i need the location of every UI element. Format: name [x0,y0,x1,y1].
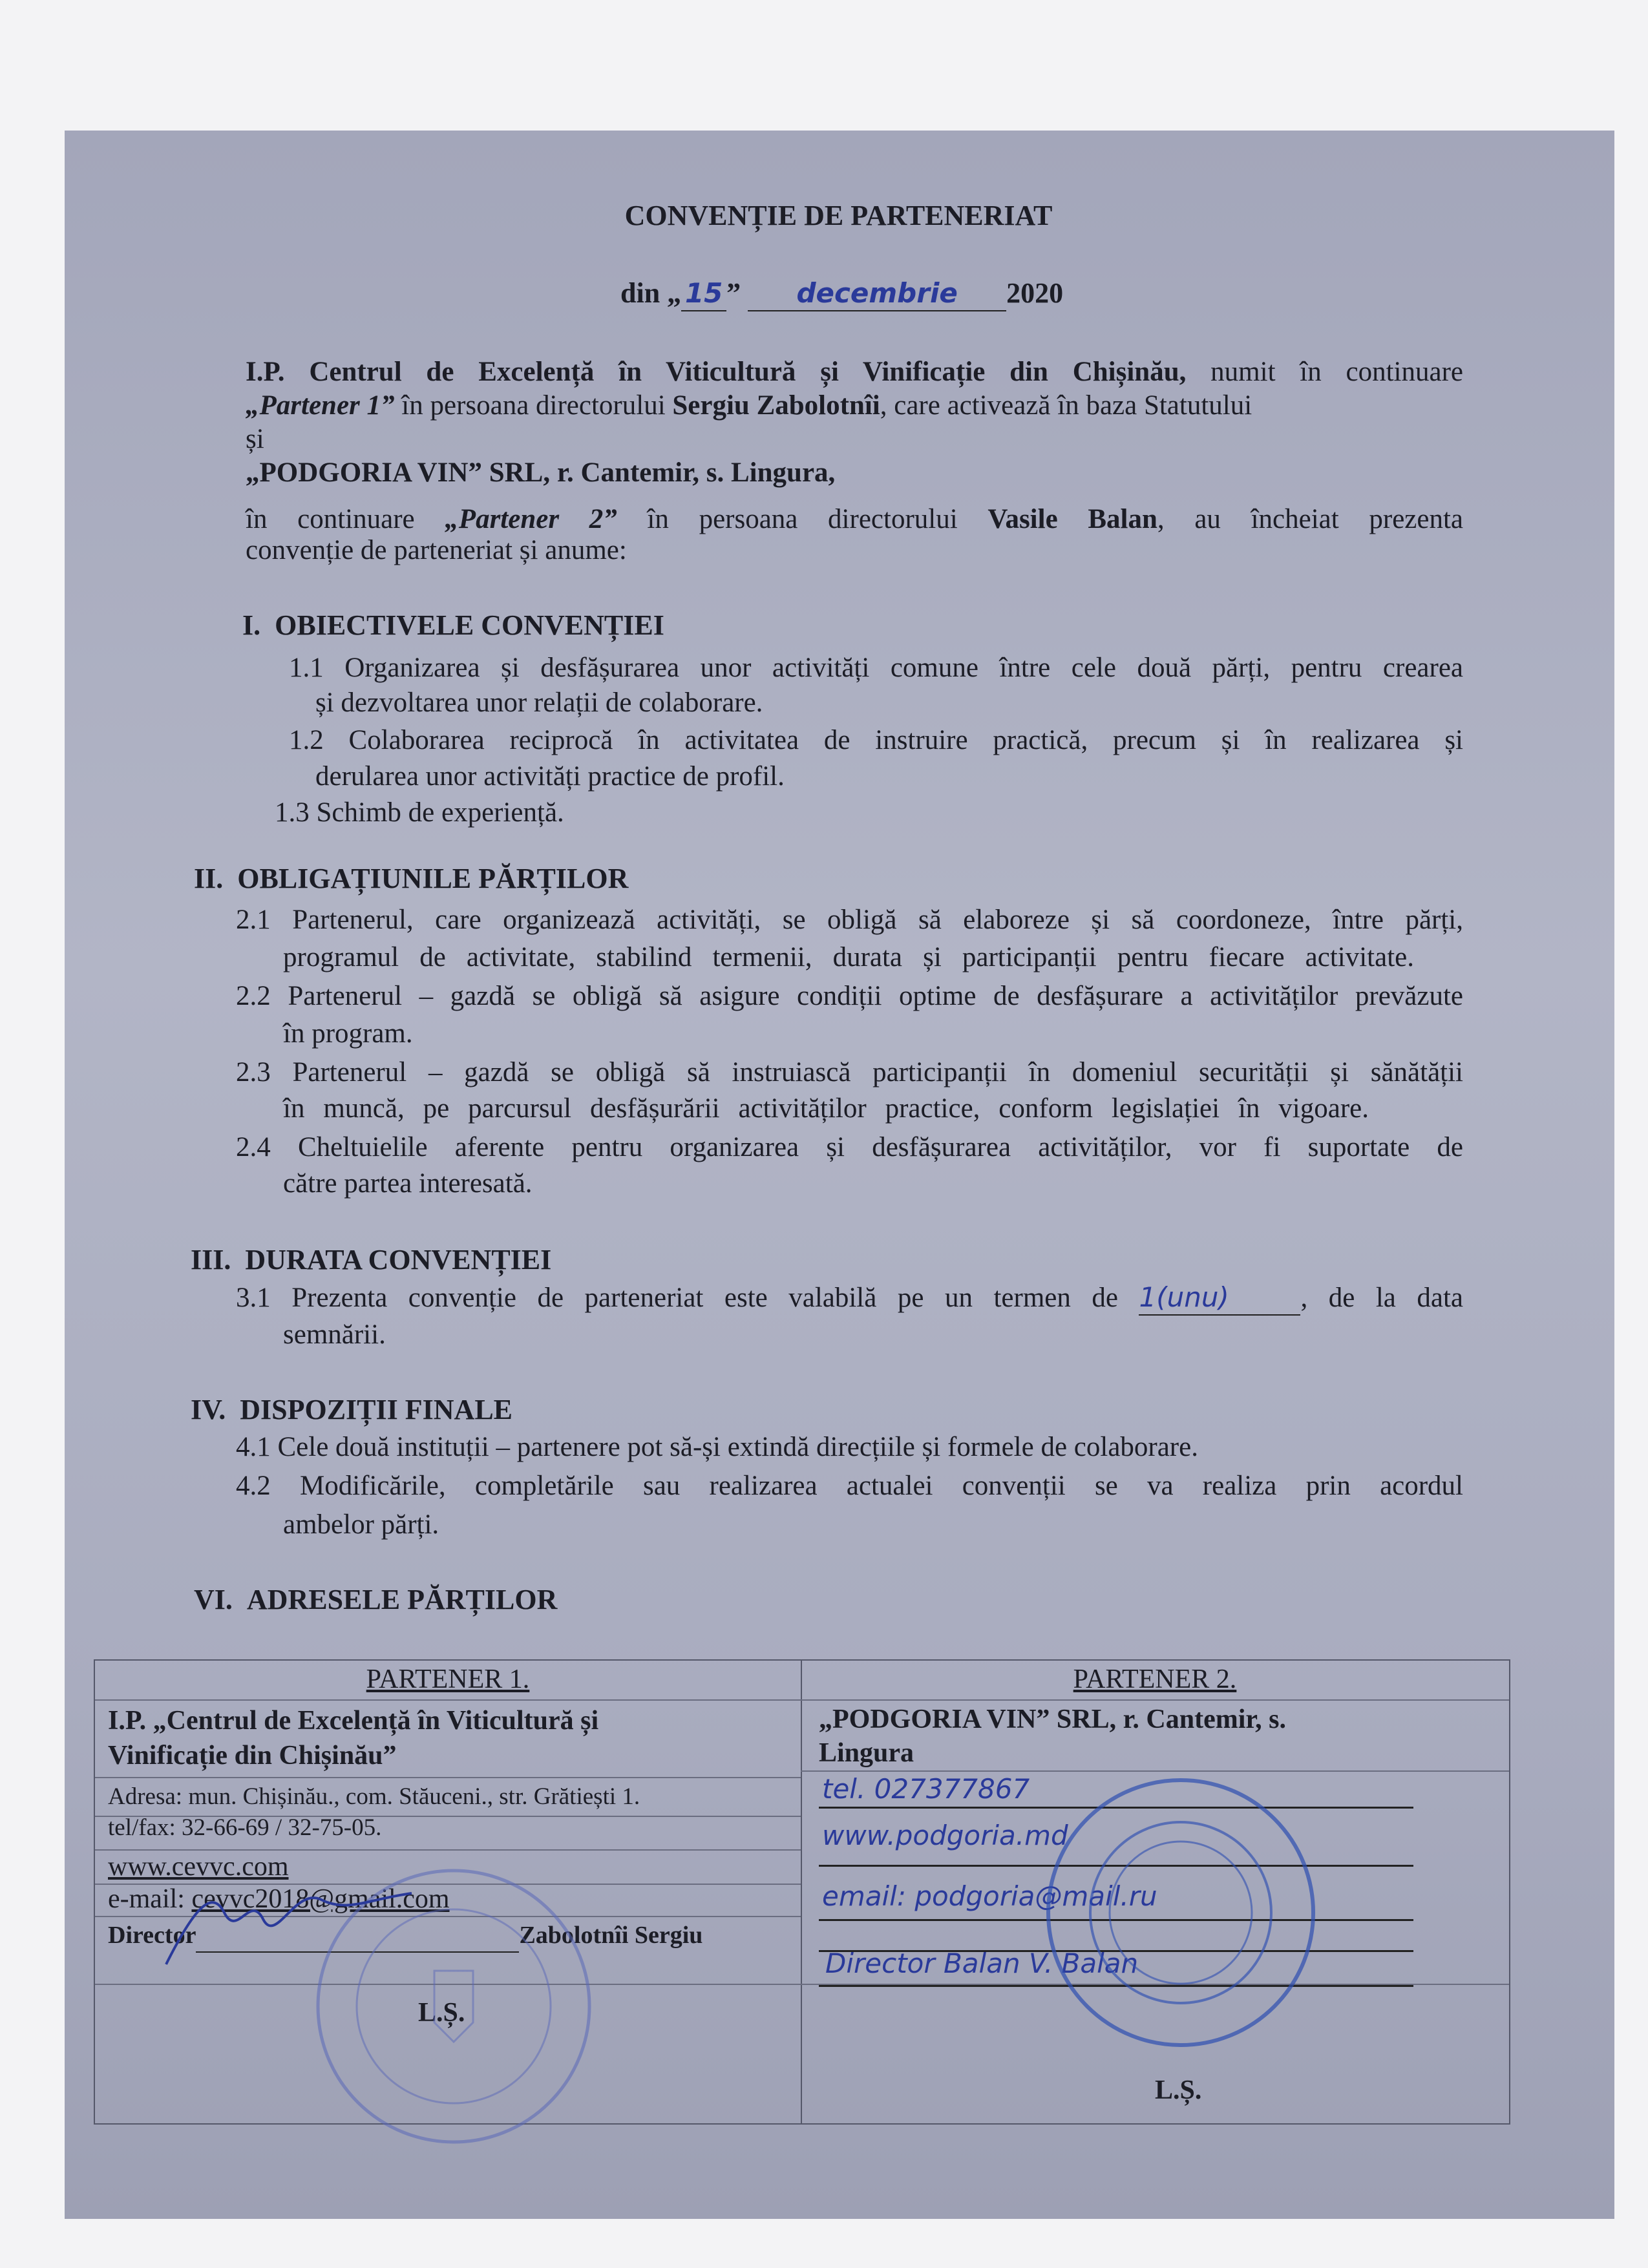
partner1-header: PARTENER 1. [366,1664,530,1694]
partner2-director-signature: Director Balan V. Balan [825,1948,1139,1979]
date-month: decembrie [748,277,1006,311]
section-heading: III. DURATA CONVENȚIEI [191,1244,552,1276]
clause: 1.1 Organizarea și desfășurarea unor activități comune între cele două părți, pentru crearea [289,653,1463,683]
clause: către partea interesată. [283,1168,533,1199]
partner1-ls: L.Ș. [418,1998,465,2028]
clause: în muncă, pe parcursul desfășurării activităților practice, conform legislației în vigoare. [283,1093,1369,1124]
clause: 2.3 Partenerul – gazdă se obligă să instruiască participanții în domeniul securității și sănătății [236,1057,1463,1087]
document-title: CONVENȚIE DE PARTENERIAT [624,200,1053,231]
partner2-ls: L.Ș. [1155,2075,1202,2105]
partner2-header: PARTENER 2. [1073,1664,1237,1694]
partner2-name: „PODGORIA VIN” SRL, r. Cantemir, s. [819,1705,1287,1734]
intro-line: convenție de parteneriat și anume: [246,535,627,565]
clause: programul de activitate, stabilind termenii, durata și participanții pentru fiecare activitate. [283,942,1414,972]
partner1-address: Adresa: mun. Chișinău., com. Stăuceni., str. Grătiești 1. [108,1783,640,1810]
intro-line: și [246,424,264,454]
intro-line: în continuare „Partener 2” în persoana directorului Vasile Balan, au încheiat prezenta [246,504,1463,534]
partner1-email-link[interactable]: cevvc2018@gmail.com [191,1884,450,1914]
partner1-website[interactable]: www.cevvc.com [108,1852,289,1882]
section-heading: I. OBIECTIVELE CONVENȚIEI [242,609,664,641]
term-handwritten: 1(unu) [1139,1281,1300,1316]
clause: 1.2 Colaborarea reciprocă în activitatea de instruire practică, precum și în realizarea și [289,725,1463,755]
clause: semnării. [283,1319,386,1350]
partner1-email: e-mail: cevvc2018@gmail.com [108,1884,450,1914]
clause: 4.2 Modificările, completările sau realizarea actualei convenții se va realiza prin acordul [236,1471,1463,1501]
partner1-director: Director Zabolotnîi Sergiu [108,1919,703,1953]
clause: ambelor părți. [283,1509,439,1540]
clause: 2.4 Cheltuielile aferente pentru organizarea și desfășurarea activităților, vor fi suportate de [236,1132,1463,1162]
section-heading: IV. DISPOZIȚII FINALE [191,1394,513,1425]
partner1-telfax: tel/fax: 32-66-69 / 32-75-05. [108,1814,382,1841]
addresses-table [94,1659,1510,2125]
section-heading: VI. ADRESELE PĂRȚILOR [194,1584,558,1615]
partner1-signature [153,1874,425,1977]
partner1-name: I.P. „Centrul de Excelență în Viticultură și [108,1706,599,1736]
partner1-name: Vinificație din Chișinău” [108,1741,397,1770]
partner2-website: www.podgoria.md [822,1820,1068,1851]
partner2-name: Lingura [819,1738,914,1768]
date-year: 2020 [1006,277,1064,309]
section-heading: II. OBLIGAȚIUNILE PĂRȚILOR [194,863,629,894]
clause: și dezvoltarea unor relații de colaborare. [315,688,763,718]
partner2-tel: tel. 027377867 [822,1773,1030,1805]
intro-line: I.P. Centrul de Excelență în Viticultură și Vinificație din Chișinău, numit în continuare [246,357,1463,387]
intro-line: „PODGORIA VIN” SRL, r. Cantemir, s. Lingura, [246,457,836,488]
clause: 4.1 Cele două instituții – partenere pot să-și extindă direcțiile și formele de colaborare. [236,1432,1198,1462]
document-date: din „ 15 ” decembrie 2020 [620,277,1063,311]
clause: 1.3 Schimb de experiență. [275,797,564,828]
clause: 3.1 Prezenta convenție de parteneriat este valabilă pe un termen de 1(unu) , de la data [236,1281,1463,1316]
partner2-round-stamp [1039,1770,1323,2055]
clause: 2.2 Partenerul – gazdă se obligă să asigure condiții optime de desfășurare a activităților prevăzute [236,981,1463,1011]
date-day: 15 [681,277,726,311]
intro-line: „Partener 1” în persoana directorului Sergiu Zabolotnîi, care activează în baza Statutului [246,390,1252,421]
clause: în program. [283,1018,413,1049]
partner2-email: email: podgoria@mail.ru [822,1880,1157,1912]
clause: derularea unor activități practice de profil. [315,761,785,792]
clause: 2.1 Partenerul, care organizează activități, se obligă să elaboreze și să coordoneze, între părți, [236,905,1463,935]
